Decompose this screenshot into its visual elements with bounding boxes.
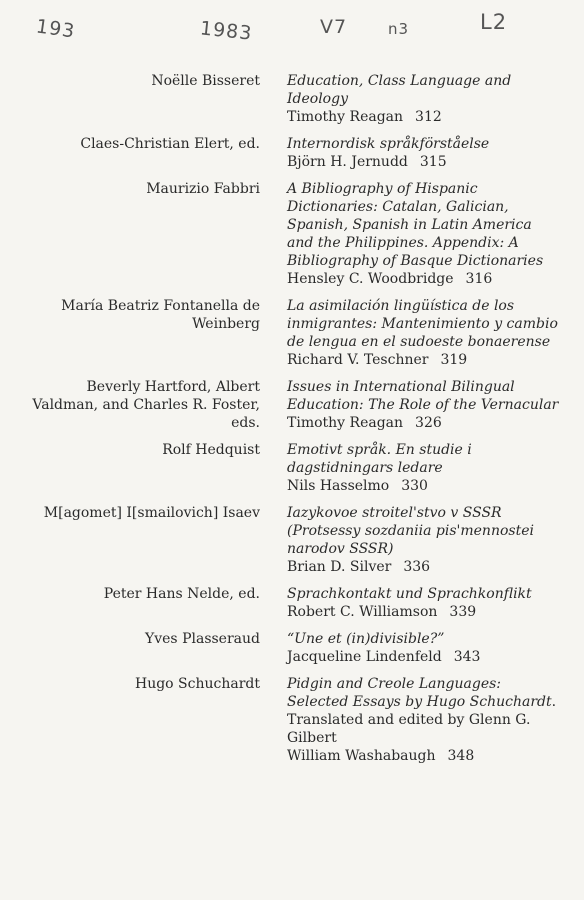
review-entry <box>0 72 584 126</box>
review-details <box>287 585 562 621</box>
handwritten-note: L2 <box>480 10 508 34</box>
review-entry <box>0 441 584 495</box>
book-author: Rolf Hedquist <box>162 442 260 458</box>
review-details <box>287 180 562 288</box>
book-title: Emotivt språk. En studie i dagstidningars ledare <box>287 442 472 476</box>
review-entry <box>0 180 584 288</box>
book-author: M[agomet] I[smailovich] Isaev <box>43 505 260 521</box>
book-author: Yves Plasseraud <box>145 631 260 647</box>
translation-note: . Translated and edited by Glenn G. Gilbert <box>287 694 557 746</box>
page-number: 343 <box>453 649 481 665</box>
book-author: Beverly Hartford, Albert Valdman, and Charles R. Foster, eds. <box>32 379 260 431</box>
reviewer-line <box>287 477 562 495</box>
review-entry <box>0 378 584 432</box>
review-details <box>287 504 562 576</box>
reviewer-line <box>287 603 562 621</box>
book-title: Pidgin and Creole Languages: Selected Essays by Hugo Schuchardt <box>287 676 552 710</box>
review-details <box>287 675 562 765</box>
reviewer-line <box>287 270 562 288</box>
book-title: Internordisk språkförståelse <box>287 136 490 152</box>
reviewer-name: Brian D. Silver <box>287 559 392 575</box>
reviewer-line <box>287 153 562 171</box>
reviewer-name: Robert C. Williamson <box>287 604 438 620</box>
page-number: 336 <box>403 559 431 575</box>
review-details <box>287 441 562 495</box>
book-author: Claes-Christian Elert, ed. <box>80 136 260 152</box>
reviewer-line <box>287 747 562 765</box>
reviewer-name: Timothy Reagan <box>287 109 404 125</box>
page-number: 339 <box>449 604 477 620</box>
book-title: “Une et (in)divisible?” <box>287 631 445 647</box>
review-details <box>287 378 562 432</box>
page-number: 312 <box>415 109 442 125</box>
reviewer-line <box>287 414 562 432</box>
reviewer-name: Hensley C. Woodbridge <box>287 271 454 287</box>
book-author: Noëlle Bisseret <box>151 73 260 89</box>
book-author: Peter Hans Nelde, ed. <box>103 586 260 602</box>
handwritten-note: 1983 <box>198 17 254 45</box>
book-title: A Bibliography of Hispanic Dictionaries: Catalan, Galician, Spanish, Spanish in Latin America and the Philippines. Appendix: A Bibliography of Basque Dictionaries <box>287 181 544 269</box>
review-entry <box>0 585 584 621</box>
page-number: 326 <box>415 415 442 431</box>
handwritten-note: n3 <box>388 20 410 38</box>
book-title: Issues in International Bilingual Education: The Role of the Vernacular <box>287 379 559 413</box>
book-author: Maurizio Fabbri <box>146 181 260 197</box>
handwritten-note: 193 <box>34 15 77 43</box>
book-author: Hugo Schuchardt <box>134 676 260 692</box>
reviewer-name: Björn H. Jernudd <box>287 154 408 170</box>
book-author: María Beatriz Fontanella de Weinberg <box>61 298 260 332</box>
review-entry <box>0 630 584 666</box>
review-details <box>287 297 562 369</box>
reviewer-name: William Washabaugh <box>287 748 436 764</box>
reviewer-line <box>287 648 562 666</box>
review-details <box>287 630 562 666</box>
review-entry <box>0 675 584 765</box>
reviewer-name: Richard V. Teschner <box>287 352 429 368</box>
review-entry <box>0 135 584 171</box>
page-number: 330 <box>401 478 428 494</box>
book-title: Sprachkontakt und Sprachkonflikt <box>287 586 532 602</box>
review-entry <box>0 504 584 576</box>
review-list <box>0 72 584 774</box>
book-title: La asimilación lingüística de los inmigrantes: Mantenimiento y cambio de lengua en el sudoeste bonaerense <box>287 298 558 350</box>
page-number: 316 <box>465 271 493 287</box>
review-entry <box>0 297 584 369</box>
reviewer-name: Timothy Reagan <box>287 415 404 431</box>
book-title-line <box>287 675 562 747</box>
reviewer-line <box>287 108 562 126</box>
book-title: Education, Class Language and Ideology <box>287 73 512 107</box>
reviewer-line <box>287 558 562 576</box>
page-number: 348 <box>447 748 475 764</box>
book-title: Iazykovoe stroitel'stvo v SSSR (Protsessy sozdaniia pis'mennostei narodov SSSR) <box>287 505 534 557</box>
reviewer-name: Jacqueline Lindenfeld <box>287 649 442 665</box>
reviewer-line <box>287 351 562 369</box>
review-details <box>287 72 562 126</box>
page-number: 315 <box>419 154 447 170</box>
handwritten-note: V7 <box>320 16 348 38</box>
reviewer-name: Nils Hasselmo <box>287 478 390 494</box>
review-details <box>287 135 562 171</box>
page-number: 319 <box>440 352 468 368</box>
